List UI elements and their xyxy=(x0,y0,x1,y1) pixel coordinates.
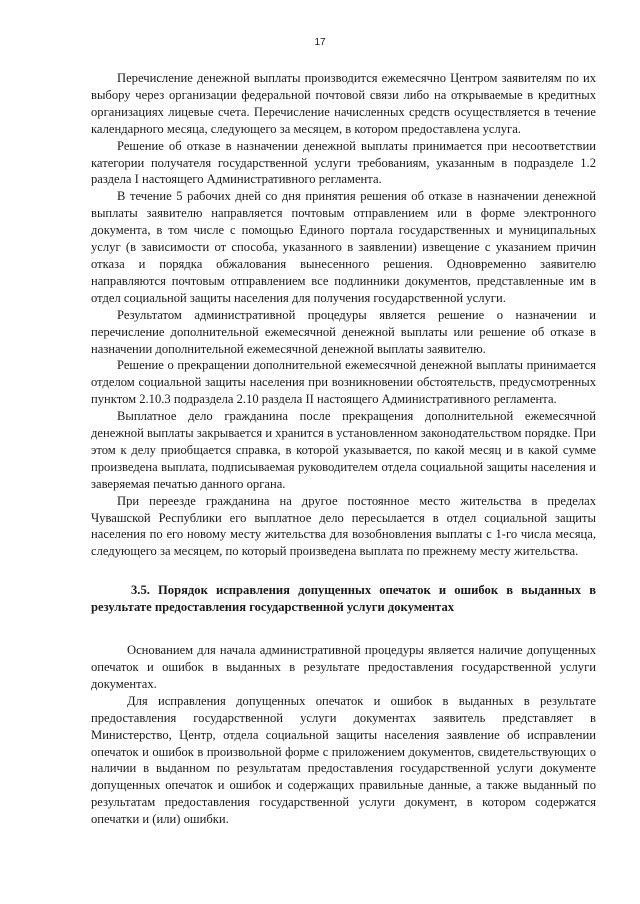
section-heading: 3.5. Порядок исправления допущенных опечаток и ошибок в выданных в результате предоставления государственной услуги документах xyxy=(91,583,596,615)
paragraph-relocation: При переезде гражданина на другое постоянное место жительства в пределах Чувашской Республики его выплатное дело пересылается в отдел социальной защиты населения по его новому месту жительства для возобновления выплаты с 1-го числа месяца, следующего за месяцем, по который произведена выплата по прежнему месту жительства. xyxy=(91,493,596,559)
paragraph-correction-request: Для исправления допущенных опечаток и ошибок в выданных в результате предоставления государственной услуги документах заявитель представляет в Министерство, Центр, отдела социальной защиты населения заявление об исправлении опечаток и ошибок в произвольной форме с приложением документов, свидетельствующих о наличии в выданном по результатам предоставления государственной услуги документе допущенных опечаток и ошибок и содержащих правильные данные, а также выданный по результатам предоставления государственной услуги документ, в котором содержатся опечатки и (или) ошибки. xyxy=(91,693,596,827)
paragraph-payment-transfer: Перечисление денежной выплаты производится ежемесячно Центром заявителям по их выбору через организации федеральной почтовой связи либо на открываемые в кредитных организациях лицевые счета. Перечисление начисленных средств осуществляется в течение календарного месяца, следующего за месяцем, в котором предоставлена услуга. xyxy=(91,71,596,136)
paragraph-refusal-decision: Решение об отказе в назначении денежной выплаты принимается при несоответствии категории получателя государственной услуги требованиям, указанным в подразделе 1.2 раздела I настоящего Административного регламента. xyxy=(91,138,596,187)
paragraph-termination-decision: Решение о прекращении дополнительной ежемесячной денежной выплаты принимается отделом социальной защиты населения при возникновении обстоятельств, предусмотренных пунктом 2.10.3 подраздела 2.10 раздела II настоящего Административного регламента. xyxy=(91,358,596,407)
paragraph-payment-file: Выплатное дело гражданина после прекращения дополнительной ежемесячной денежной выплаты закрывается и хранится в установленном законодательством порядке. При этом к делу приобщается справка, в которой указывается, по какой месяц и в какой сумме произведена выплата, подписываемая руководителем отдела социальной защиты населения и заверяемая печатью данного органа. xyxy=(91,409,596,491)
paragraph-grounds: Основанием для начала административной процедуры является наличие допущенных опечаток и ошибок в выданных в результате предоставления государственной услуги документах. xyxy=(91,643,596,691)
document-body xyxy=(91,70,596,828)
paragraph-refusal-notice: В течение 5 рабочих дней со дня принятия решения об отказе в назначении денежной выплаты заявителю направляется почтовым отправлением или в форме электронного документа, в том числе с помощью Единого портала государственных и муниципальных услуг (в зависимости от способа, указанного в заявлении) извещение с указанием причин отказа и порядка обжалования вынесенного решения. Одновременно заявителю направляются почтовым отправлением все подлинники документов, представленные им в отдел социальной защиты населения для получения государственной услуги. xyxy=(91,189,596,305)
paragraph-procedure-result: Результатом административной процедуры является решение о назначении и перечисление дополнительной ежемесячной денежной выплаты или решение об отказе в назначении дополнительной ежемесячной денежной выплаты заявителю. xyxy=(91,307,596,356)
page-number: 17 xyxy=(314,37,326,48)
